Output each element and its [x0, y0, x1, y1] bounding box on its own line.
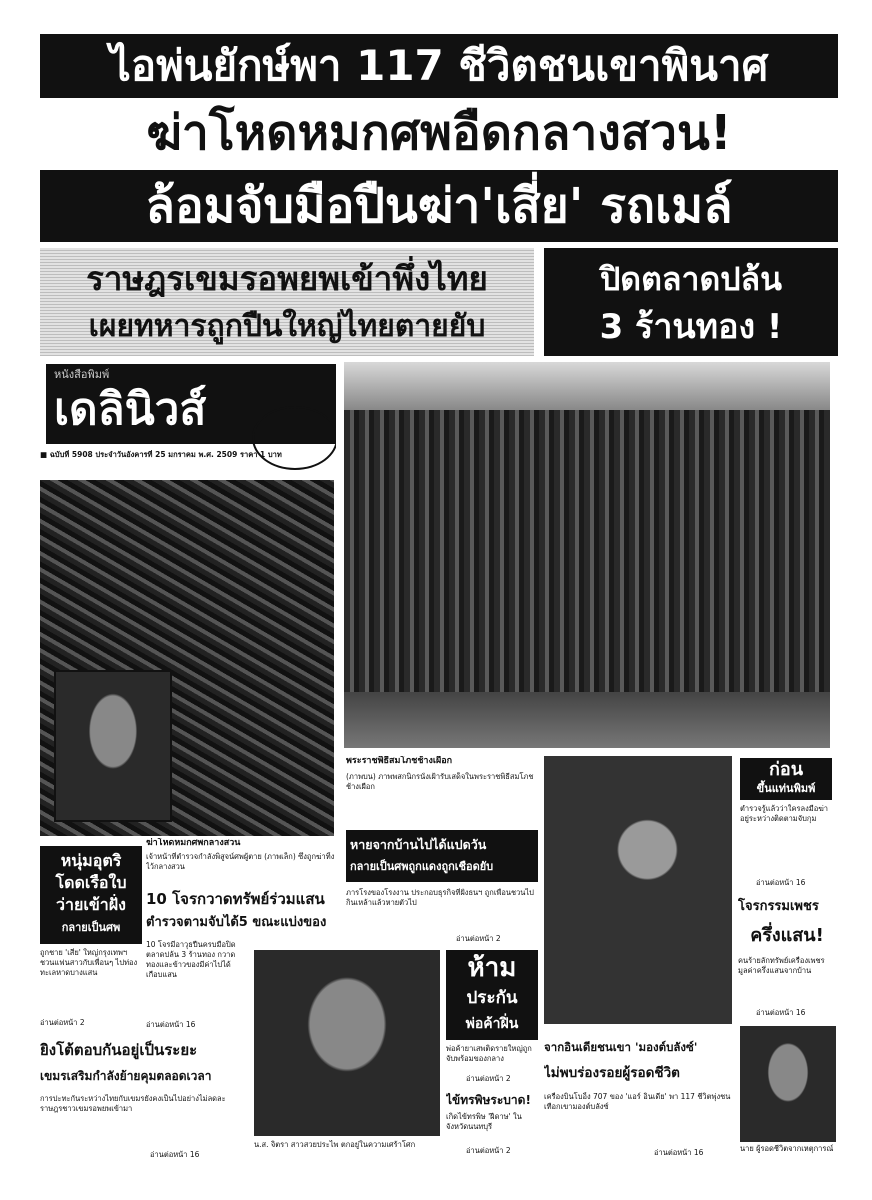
victim-portrait-inset	[54, 670, 172, 822]
smallpox-title: ไข้ทรพิษระบาด!	[446, 1093, 531, 1107]
jewel-theft-story	[736, 894, 836, 1024]
murder-caption-title: ฆ่าโหดหมกศพกลางสวน	[146, 838, 241, 848]
border-more: อ่านต่อหน้า 16	[150, 1150, 200, 1159]
murder-caption-body: เจ้าหน้าที่ตำรวจกำลังพิสูจน์ศพผู้ตาย (ภาพเล็ก) ซึ่งถูกฆ่าทิ้งไว้กลางสวน	[146, 852, 335, 871]
headline-line-2: ฆ่าโหดหมกศพอืดกลางสวน!	[146, 105, 732, 161]
robbery-headline-line-2: 3 ร้านทอง !	[599, 307, 783, 347]
subheadline-line-2: เผยทหารถูกปืนใหญ่ไทยตายยับ	[88, 309, 486, 344]
photo-sky	[344, 362, 830, 410]
crowd-caption-body: (ภาพบน) ภาพพสกนิกรนั่งเฝ้ารับเสด็จในพระราชพิธีสมโภชช้างเผือก	[346, 772, 534, 791]
before-press-body: ตำรวจรู้แล้วว่าใครลงมือฆ่า อยู่ระหว่างติดตามจับกุม	[740, 804, 829, 823]
headline-bar-3: ล้อมจับมือปืนฆ่า'เสี่ย' รถเมล์	[40, 170, 838, 242]
drowning-title-2: โดดเรือใบ	[55, 873, 127, 892]
murder-scene-photo	[40, 480, 334, 836]
photo-lawn	[344, 692, 830, 748]
drowning-more: อ่านต่อหน้า 2	[40, 1018, 85, 1027]
smallpox-body: เกิดไข้ทรพิษ 'ฝีดาษ' ในจังหวัดนนทบุรี	[446, 1112, 522, 1131]
robbery-title-1: 10 โจรกวาดทรัพย์ร่วมแสน	[146, 890, 325, 908]
crowd-caption-title: พระราชพิธีสมโภชช้างเผือก	[346, 756, 453, 766]
masthead-tagline: หนังสือพิมพ์	[54, 368, 110, 381]
price-stamp	[252, 406, 336, 470]
drowning-title-3: ว่ายเข้าฝั่ง	[56, 895, 126, 914]
subheadline-line-1: ราษฎรเขมรอพยพเข้าพึ่งไทย	[86, 259, 488, 298]
woman-portrait-caption: น.ส. จิตรา สาวสวยประไพ ตกอยู่ในความเศร้าโศก	[254, 1140, 416, 1149]
crash-title-1: จากอินเดียชนเขา 'มองต์บลังซ์'	[544, 1040, 698, 1054]
before-press-title-2: ขึ้นแท่นพิมพ์	[756, 782, 816, 795]
headline-bar-1: ไอพ่นยักษ์พา 117 ชีวิตชนเขาพินาศ	[40, 34, 838, 98]
robbery-body: 10 โจรมีอาวุธปืนครบมือปิดตลาดปล้น 3 ร้านทอง กวาดทองและข้าวของมีค่าไปได้เกือบแสน	[146, 940, 236, 979]
murder-caption	[146, 838, 340, 880]
drowning-title-box	[40, 846, 142, 944]
missing-more: อ่านต่อหน้า 2	[456, 934, 501, 943]
ceremony-crowd-photo	[344, 362, 830, 748]
ban-bail-title-box	[446, 950, 538, 1040]
crash-story	[544, 1030, 734, 1162]
masthead-title: เดลินิวส์	[54, 384, 207, 435]
woman-portrait-photo	[254, 950, 440, 1136]
drowning-story	[40, 846, 142, 1034]
ban-bail-more: อ่านต่อหน้า 2	[466, 1074, 511, 1083]
jewel-theft-body: คนร้ายลักทรัพย์เครื่องเพชรมูลค่าครึ่งแสนจากบ้าน	[738, 956, 825, 975]
jewel-theft-title-2: ครึ่งแสน!	[750, 925, 824, 946]
ban-bail-title-1: ห้าม	[467, 953, 517, 983]
smallpox-story	[446, 1090, 538, 1160]
before-press-title-1: ก่อน	[768, 759, 803, 780]
border-story	[40, 1036, 250, 1164]
jewel-theft-more: อ่านต่อหน้า 16	[756, 1008, 806, 1017]
robbery-title-2: ตำรวจตามจับได้5 ขณะแบ่งของ	[146, 915, 327, 930]
issue-line: ■ ฉบับที่ 5908 ประจำวันอังคารที่ 25 มกราคม พ.ศ. 2509 ราคา 1 บาท	[40, 450, 282, 459]
crash-title-2: ไม่พบร่องรอยผู้รอดชีวิต	[544, 1065, 680, 1081]
robbery-headline-box	[544, 248, 838, 356]
ban-bail-body: พ่อค้ายาเสพติดรายใหญ่ถูกจับพร้อมของกลาง	[446, 1044, 532, 1063]
drowning-subtitle: กลายเป็นศพ	[61, 921, 121, 934]
before-press-story	[736, 756, 836, 892]
missing-title-box	[346, 830, 538, 882]
missing-title-1: หายจากบ้านไปได้แปดวัน	[350, 837, 487, 852]
ban-bail-title-3: พ่อค้าฝิ่น	[465, 1016, 519, 1032]
jewel-theft-title-1: โจรกรรมเพชร	[738, 899, 819, 914]
missing-story	[346, 830, 538, 946]
masthead	[40, 362, 336, 470]
border-title-1: ยิงโต้ตอบกันอยู่เป็นระยะ	[40, 1041, 198, 1059]
drowning-body: ถูกชาย 'เสี่ย' ใหญ่กรุงเทพฯ ชวนแฟนสาวกับเพื่อนๆ ไปท่องทะเลหาดบางแสน	[40, 948, 138, 977]
crash-more: อ่านต่อหน้า 16	[654, 1148, 704, 1157]
man-portrait-photo	[740, 1026, 836, 1142]
smallpox-more: อ่านต่อหน้า 2	[466, 1146, 511, 1155]
crowd-caption	[346, 756, 542, 826]
passengers-photo	[544, 756, 732, 1024]
robbery-headline-line-1: ปิดตลาดปล้น	[599, 260, 783, 298]
before-press-more: อ่านต่อหน้า 16	[756, 878, 806, 887]
missing-body: ภารโรงของโรงงาน ประกอบธุรกิจที่ฝั่งธนฯ ถูกเพื่อนชวนไปกินเหล้าแล้วหายตัวไป	[346, 888, 534, 907]
robbery-more: อ่านต่อหน้า 16	[146, 1020, 196, 1029]
drowning-title-1: หนุ่มอุตริ	[60, 851, 122, 870]
ban-bail-title-2: ประกัน	[466, 988, 518, 1008]
missing-title-2: กลายเป็นศพถูกแดงถูกเชือดยับ	[350, 860, 494, 873]
man-portrait-caption: นาย ผู้รอดชีวิตจากเหตุการณ์	[740, 1144, 834, 1153]
border-title-2: เขมรเสริมกำลังย้ายคุมตลอดเวลา	[40, 1069, 212, 1083]
border-body: การปะทะกันระหว่างไทยกับเขมรยังคงเป็นไปอย่างไม่ลดละ ราษฎรชาวเขมรอพยพเข้ามา	[40, 1094, 226, 1113]
ban-bail-story	[446, 950, 538, 1086]
before-press-title-box	[740, 758, 832, 800]
crash-body: เครื่องบินโบอิ้ง 707 ของ 'แอร์ อินเดีย' พา 117 ชีวิตพุ่งชนเทือกเขามองต์บลังซ์	[544, 1092, 731, 1111]
subheadline-box	[40, 248, 534, 356]
